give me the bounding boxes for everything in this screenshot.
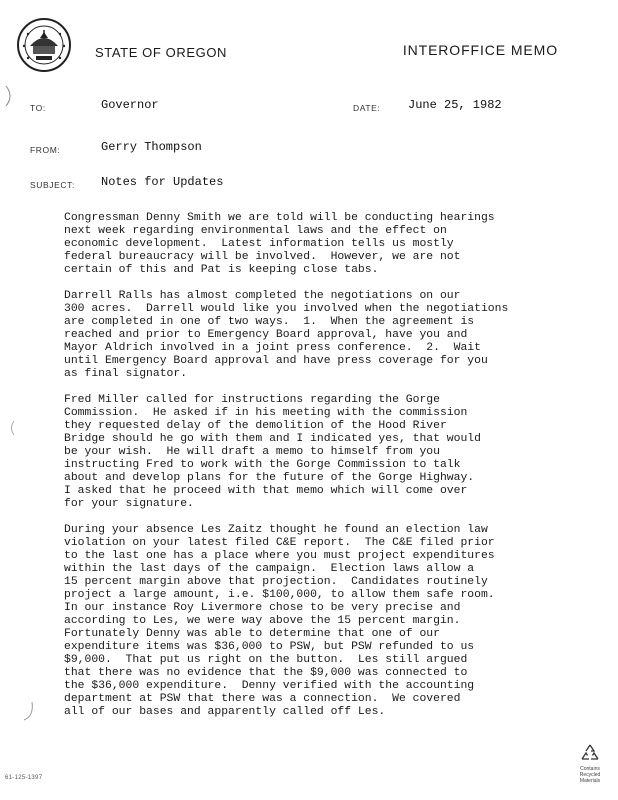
memo-line: for your signature. [64, 498, 194, 510]
memo-line: Bridge should he go with them and I indicated yes, that would [64, 433, 481, 445]
memo-line: next week regarding environmental laws and the effect on [64, 225, 447, 237]
memo-paragraph [64, 394, 564, 511]
memo-line: as final signator. [64, 368, 188, 380]
memo-line: Congressman Denny Smith we are told will be conducting hearings [64, 212, 495, 224]
memo-line: according to Les, we were way above the 15 percent margin. [64, 615, 461, 627]
recycle-icon [578, 743, 602, 763]
agency-name: STATE OF OREGON [95, 45, 228, 60]
memo-line: economic development. Latest information tells us mostly [64, 238, 454, 250]
memo-line: 15 percent margin above that projection. Candidates routinely [64, 576, 488, 588]
memo-line: project a large amount, i.e. $100,000, to allow them safe room. [64, 589, 495, 601]
form-code: 61-125-1397 [5, 775, 43, 781]
memo-line: Fred Miller called for instructions regarding the Gorge [64, 394, 440, 406]
punch-hole-mark [8, 420, 16, 436]
memo-line: violation on your latest filed C&E report. The C&E filed prior [64, 537, 495, 549]
memo-line: $9,000. That put us right on the button. Les still argued [64, 654, 468, 666]
to-label: TO: [30, 103, 46, 113]
memo-line: that there was no evidence that the $9,000 was connected to [64, 667, 468, 679]
memo-line: I asked that he proceed with that memo which will come over [64, 485, 468, 497]
memo-line: 300 acres. Darrell would like you involved when the negotiations [64, 303, 509, 315]
subject-value: Notes for Updates [101, 175, 224, 189]
memo-line: Mayor Aldrich involved in a joint press conference. 2. Wait [64, 342, 481, 354]
memo-line: In our instance Roy Livermore chose to be very precise and [64, 602, 461, 614]
recycled-materials-note: Contains Recycled Materials [579, 766, 601, 784]
memo-line: to the last one has a place where you must project expenditures [64, 550, 495, 562]
memo-paragraph [64, 290, 564, 381]
memo-body [64, 212, 564, 732]
from-value: Gerry Thompson [101, 140, 202, 154]
subject-label: SUBJECT: [30, 180, 75, 190]
memo-line: During your absence Les Zaitz thought he found an election law [64, 524, 488, 536]
memo-line: Fortunately Denny was able to determine that one of our [64, 628, 440, 640]
memo-line: federal bureaucracy will be involved. However, we are not [64, 251, 461, 263]
memo-line: department at PSW that there was a connection. We covered [64, 693, 461, 705]
memo-line: about and develop plans for the future of the Gorge Highway. [64, 472, 475, 484]
memo-line: they requested delay of the demolition of the Hood River [64, 420, 447, 432]
date-value: June 25, 1982 [408, 98, 502, 112]
memo-line: certain of this and Pat is keeping close tabs. [64, 264, 379, 276]
memo-line: all of our bases and apparently called off Les. [64, 706, 386, 718]
from-label: FROM: [30, 145, 61, 155]
punch-hole-mark [22, 700, 36, 722]
oregon-state-seal [16, 16, 72, 74]
memo-line: within the last days of the campaign. Election laws allow a [64, 563, 475, 575]
memo-line: Darrell Ralls has almost completed the negotiations on our [64, 290, 461, 302]
memo-line: reached and prior to Emergency Board approval, have you and [64, 329, 468, 341]
memo-type-title: INTEROFFICE MEMO [402, 42, 558, 58]
memo-line: instructing Fred to work with the Gorge Commission to talk [64, 459, 461, 471]
memo-line: expenditure items was $36,000 to PSW, but PSW refunded to us [64, 641, 475, 653]
memo-line: until Emergency Board approval and have press coverage for you [64, 355, 488, 367]
memo-paragraph [64, 212, 564, 277]
date-label: DATE: [353, 103, 381, 113]
memo-line: are completed in one of two ways. 1. When the agreement is [64, 316, 475, 328]
memo-line: be your wish. He will draft a memo to himself from you [64, 446, 440, 458]
memo-line: the $36,000 expenditure. Denny verified with the accounting [64, 680, 475, 692]
memo-line: Commission. He asked if in his meeting with the commission [64, 407, 468, 419]
memo-paragraph [64, 524, 564, 719]
to-value: Governor [101, 98, 159, 112]
punch-hole-mark [4, 84, 16, 108]
